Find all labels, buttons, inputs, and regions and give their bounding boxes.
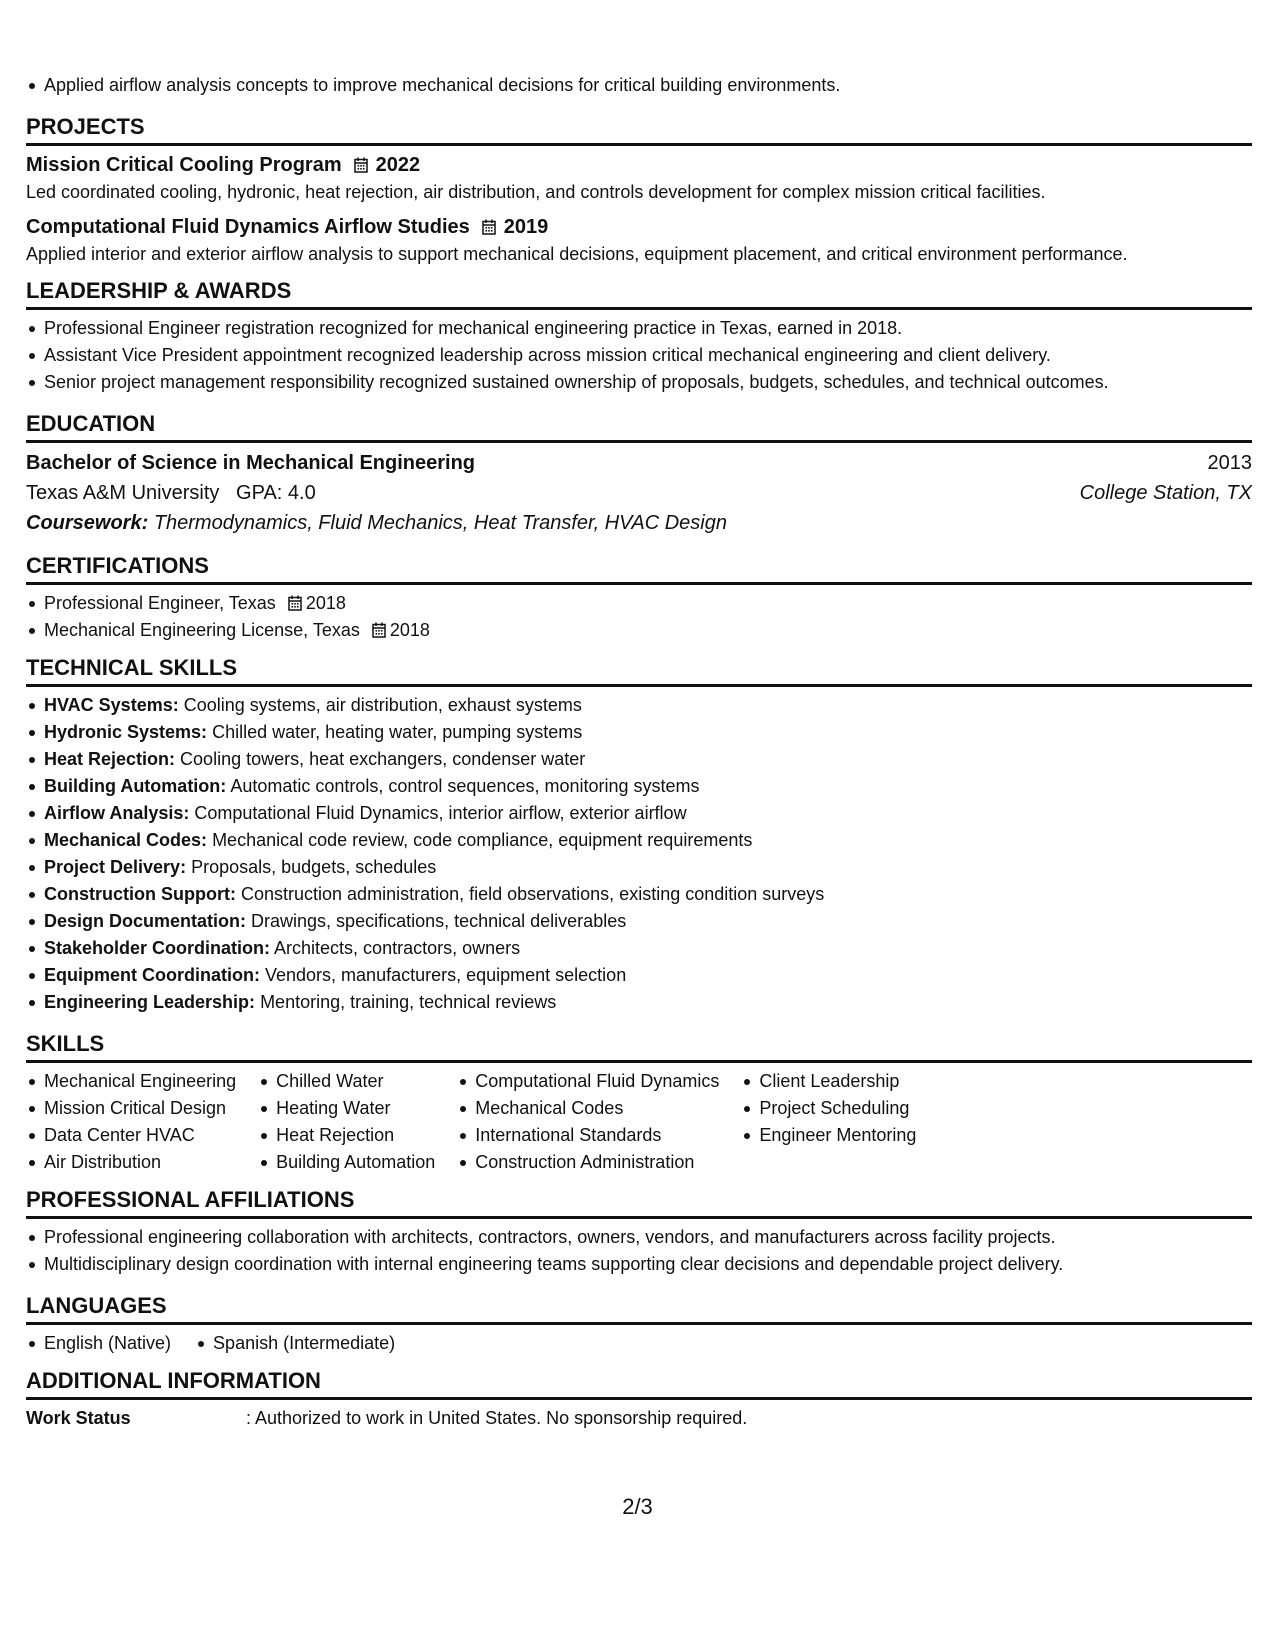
skill-value: Proposals, budgets, schedules: [191, 857, 437, 877]
list-item: Project Scheduling: [741, 1095, 916, 1122]
list-item: [26, 908, 1252, 935]
list-item: Engineer Mentoring: [741, 1122, 916, 1149]
certification-name: Mechanical Engineering License, Texas: [44, 620, 360, 640]
skill-label: Hydronic Systems:: [44, 722, 208, 742]
skill-label: Airflow Analysis:: [44, 803, 190, 823]
skill-value: Vendors, manufacturers, equipment selection: [265, 965, 627, 985]
project-description: Applied interior and exterior airflow analysis to support mechanical decisions, equipment placement, and critical environment performance.: [26, 244, 1128, 264]
list-item: [26, 800, 1252, 827]
list-item: Mechanical Codes: [457, 1095, 719, 1122]
list-item: English (Native): [26, 1330, 171, 1357]
project-description: Led coordinated cooling, hydronic, heat rejection, air distribution, and controls development for complex mission critical facilities.: [26, 182, 1046, 202]
info-value: : Authorized to work in United States. No sponsorship required.: [246, 1408, 748, 1428]
calendar-icon: [372, 622, 386, 638]
skill-label: Engineering Leadership:: [44, 992, 256, 1012]
page-number: 2/3: [622, 1494, 653, 1519]
project-year: 2022: [375, 154, 421, 176]
section-title: CERTIFICATIONS: [26, 552, 1252, 585]
section-title: SKILLS: [26, 1030, 1252, 1063]
section-title: PROJECTS: [26, 113, 1252, 146]
calendar-icon: [288, 595, 302, 611]
list-item: Computational Fluid Dynamics: [457, 1068, 719, 1095]
intro-bullet-list: [26, 72, 1252, 99]
list-item: Heat Rejection: [258, 1122, 435, 1149]
skill-label: Equipment Coordination:: [44, 965, 260, 985]
leadership-section: [26, 277, 1252, 396]
section-title: LANGUAGES: [26, 1292, 1252, 1325]
list-item: Applied airflow analysis concepts to improve mechanical decisions for critical building environments.: [26, 72, 1252, 99]
list-item: [26, 719, 1252, 746]
skill-value: Chilled water, heating water, pumping systems: [212, 722, 583, 742]
skills-column: [258, 1068, 435, 1176]
list-item: Building Automation: [258, 1149, 435, 1176]
list-item: International Standards: [457, 1122, 719, 1149]
section-title: PROFESSIONAL AFFILIATIONS: [26, 1186, 1252, 1219]
skill-label: HVAC Systems:: [44, 695, 179, 715]
skill-label: Stakeholder Coordination:: [44, 938, 271, 958]
skill-value: Architects, contractors, owners: [274, 938, 521, 958]
list-item: [26, 692, 1252, 719]
calendar-icon: [354, 157, 368, 173]
project-item: [26, 151, 1252, 205]
school-location: College Station, TX: [1079, 482, 1252, 504]
list-item: Construction Administration: [457, 1149, 719, 1176]
skill-value: Cooling systems, air distribution, exhaust systems: [183, 695, 582, 715]
skill-value: Construction administration, field observations, existing condition surveys: [241, 884, 825, 904]
skill-label: Heat Rejection:: [44, 749, 176, 769]
project-name: Mission Critical Cooling Program: [26, 154, 342, 176]
certifications-section: [26, 552, 1252, 644]
resume-page: [26, 72, 1252, 1431]
list-item: [26, 854, 1252, 881]
additional-info-section: [26, 1367, 1252, 1431]
skills-column: [26, 1068, 236, 1176]
skill-label: Project Delivery:: [44, 857, 187, 877]
list-item: [26, 962, 1252, 989]
list-item: Senior project management responsibility recognized sustained ownership of proposals, budgets, schedules, and technical outcomes.: [26, 369, 1252, 396]
info-label: Work Status: [26, 1408, 131, 1428]
skill-value: Automatic controls, control sequences, monitoring systems: [230, 776, 700, 796]
coursework-value: Thermodynamics, Fluid Mechanics, Heat Transfer, HVAC Design: [153, 512, 727, 534]
skill-label: Construction Support:: [44, 884, 236, 904]
section-title: LEADERSHIP & AWARDS: [26, 277, 1252, 310]
section-title: EDUCATION: [26, 410, 1252, 443]
projects-section: [26, 113, 1252, 267]
list-item: Professional engineering collaboration with architects, contractors, owners, vendors, and manufacturers across facility projects.: [26, 1224, 1252, 1251]
list-item: Multidisciplinary design coordination with internal engineering teams supporting clear decisions and dependable project delivery.: [26, 1251, 1252, 1278]
skill-value: Drawings, specifications, technical deliverables: [251, 911, 627, 931]
technical-skills-section: [26, 654, 1252, 1016]
certification-year: 2018: [389, 620, 430, 640]
affiliations-section: [26, 1186, 1252, 1278]
list-item: Data Center HVAC: [26, 1122, 236, 1149]
list-item: [26, 827, 1252, 854]
list-item: Client Leadership: [741, 1068, 916, 1095]
list-item: Assistant Vice President appointment recognized leadership across mission critical mechanical engineering and client delivery.: [26, 342, 1252, 369]
list-item: Professional Engineer registration recognized for mechanical engineering practice in Texas, earned in 2018.: [26, 315, 1252, 342]
degree: Bachelor of Science in Mechanical Engineering: [26, 452, 476, 474]
school-gpa: Texas A&M University GPA: 4.0: [26, 482, 316, 504]
skill-label: Design Documentation:: [44, 911, 247, 931]
certification-year: 2018: [305, 593, 346, 613]
skill-value: Cooling towers, heat exchangers, condenser water: [180, 749, 586, 769]
list-item: Spanish (Intermediate): [195, 1330, 395, 1357]
certification-item: [26, 617, 1252, 644]
skill-label: Mechanical Codes:: [44, 830, 208, 850]
coursework-label: Coursework:: [26, 512, 149, 534]
skills-column: [457, 1068, 719, 1176]
certification-name: Professional Engineer, Texas: [44, 593, 276, 613]
list-item: [26, 746, 1252, 773]
list-item: [26, 935, 1252, 962]
certification-item: [26, 590, 1252, 617]
project-item: [26, 213, 1252, 267]
skill-value: Computational Fluid Dynamics, interior airflow, exterior airflow: [194, 803, 687, 823]
list-item: [26, 773, 1252, 800]
graduation-year: 2013: [1207, 452, 1252, 474]
skills-section: [26, 1030, 1252, 1176]
section-title: ADDITIONAL INFORMATION: [26, 1367, 1252, 1400]
skill-value: Mentoring, training, technical reviews: [260, 992, 557, 1012]
languages-section: [26, 1292, 1252, 1357]
list-item: Heating Water: [258, 1095, 435, 1122]
project-year: 2019: [503, 216, 549, 238]
skill-label: Building Automation:: [44, 776, 227, 796]
project-name: Computational Fluid Dynamics Airflow Studies: [26, 216, 470, 238]
section-title: TECHNICAL SKILLS: [26, 654, 1252, 687]
list-item: Air Distribution: [26, 1149, 236, 1176]
education-section: [26, 410, 1252, 538]
skills-column: [741, 1068, 916, 1176]
skill-value: Mechanical code review, code compliance, equipment requirements: [212, 830, 753, 850]
coursework: [26, 508, 1252, 538]
calendar-icon: [482, 219, 496, 235]
list-item: Mission Critical Design: [26, 1095, 236, 1122]
list-item: [26, 989, 1252, 1016]
list-item: Chilled Water: [258, 1068, 435, 1095]
list-item: [26, 881, 1252, 908]
list-item: Mechanical Engineering: [26, 1068, 236, 1095]
